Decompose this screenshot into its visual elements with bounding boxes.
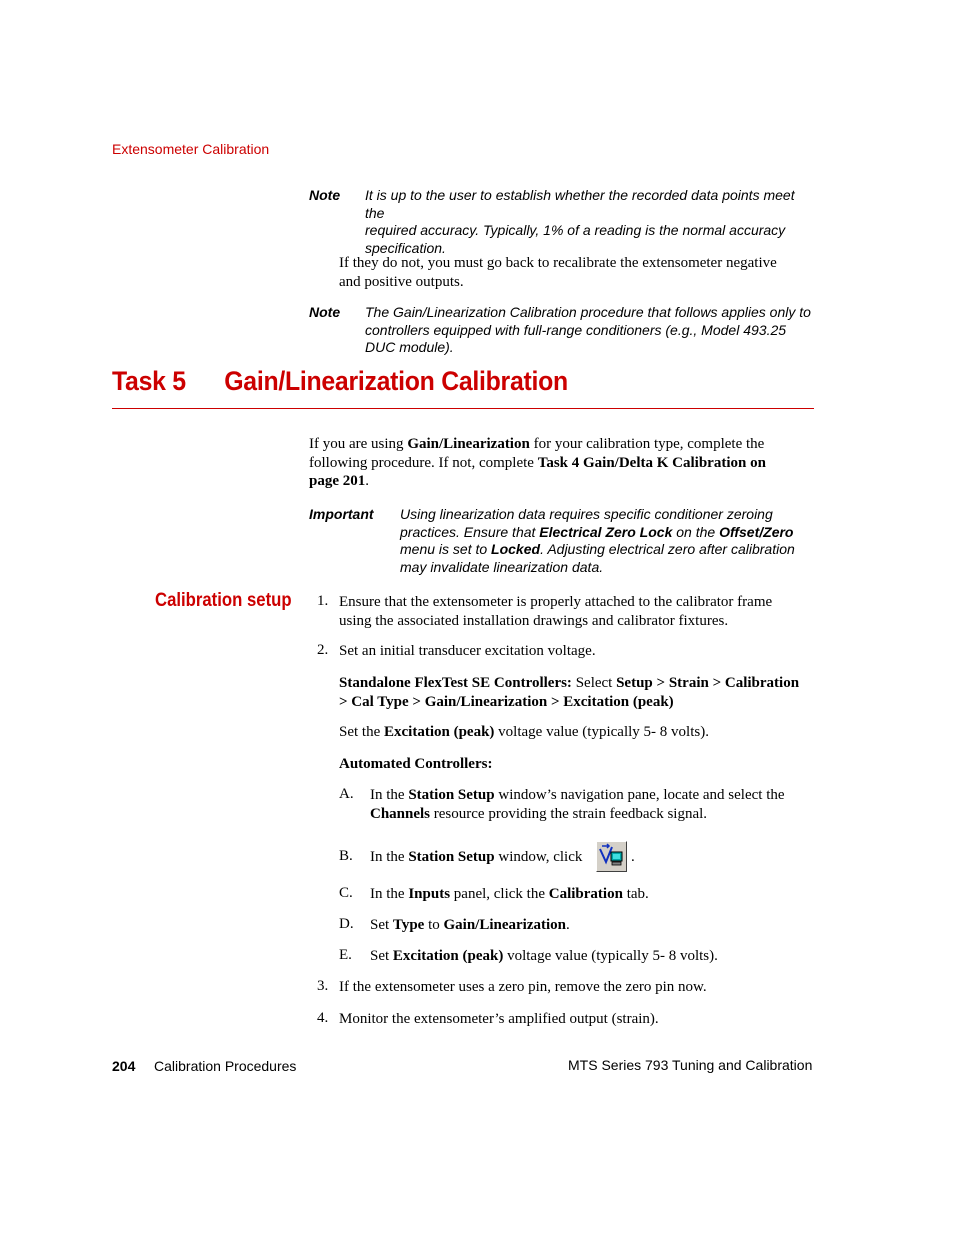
important-text: Using linearization data requires specific conditioner zeroing practices. Ensure that Electrical Zero Lock on the Offset/Zero menu is set to Locked. Adjusting electrical zero after calibration may invalidate linearization data. bbox=[400, 506, 795, 575]
section-header-link[interactable]: Extensometer Calibration bbox=[112, 141, 270, 157]
step-number: 2. bbox=[317, 642, 329, 658]
substep-marker: A. bbox=[339, 786, 354, 802]
step-text: Ensure that the extensometer is properly attached to the calibrator frame using the associated installation drawings and calibrator fixtures. bbox=[339, 594, 773, 629]
substep-text: In the Station Setup window, click bbox=[370, 849, 583, 865]
substep-marker: B. bbox=[339, 848, 353, 864]
footer-chapter: Calibration Procedures bbox=[154, 1058, 297, 1074]
task-heading bbox=[112, 366, 568, 397]
substep-marker: C. bbox=[339, 885, 353, 901]
step-number: 3. bbox=[317, 978, 329, 994]
task-title: Gain/Linearization Calibration bbox=[224, 366, 568, 396]
calibration-check-icon[interactable] bbox=[596, 841, 627, 872]
step-text: Monitor the extensometer’s amplified output (strain). bbox=[339, 1011, 659, 1027]
step-text: Set an initial transducer excitation voltage. bbox=[339, 643, 596, 659]
note-label: Note bbox=[309, 187, 341, 203]
substep-text: In the Station Setup window’s navigation pane, locate and select the Channels resource providing the strain feedback signal. bbox=[370, 787, 785, 822]
note-label: Note bbox=[309, 304, 341, 320]
step-number: 4. bbox=[317, 1010, 329, 1026]
set-excitation-text: Set the Excitation (peak) voltage value (typically 5- 8 volts). bbox=[339, 724, 709, 740]
cross-reference-link[interactable]: page 201 bbox=[309, 473, 366, 489]
substep-marker: E. bbox=[339, 947, 352, 963]
substep-text-end: . bbox=[631, 849, 635, 865]
substep-text: Set Type to Gain/Linearization. bbox=[370, 917, 570, 933]
cross-reference-link[interactable]: Task 4 Gain/Delta K Calibration on bbox=[537, 454, 766, 471]
step-text: If the extensometer uses a zero pin, remove the zero pin now. bbox=[339, 979, 707, 995]
paragraph: If they do not, you must go back to recalibrate the extensometer negative and positive outputs. bbox=[339, 255, 777, 290]
intro-paragraph: If you are using Gain/Linearization for your calibration type, complete the following procedure. If not, complete Task 4 Gain/Delta K Calibration on page 201. bbox=[309, 436, 766, 489]
substep-text: Set Excitation (peak) voltage value (typically 5- 8 volts). bbox=[370, 948, 718, 964]
substep-text: In the Inputs panel, click the Calibration tab. bbox=[370, 886, 649, 902]
standalone-instructions: Standalone FlexTest SE Controllers: Select Setup > Strain > Calibration > Cal Type > Gain/Linearization > Excitation (peak) bbox=[339, 675, 800, 710]
important-label: Important bbox=[309, 506, 374, 522]
note-text: The Gain/Linearization Calibration procedure that follows applies only to controllers equipped with full-range conditioners (e.g., Model 493.25 DUC module). bbox=[365, 304, 811, 355]
note-text: It is up to the user to establish whether the recorded data points meet the required accuracy. Typically, 1% of a reading is the normal accuracy specification. bbox=[365, 187, 795, 256]
calibration-check-icon-graphic bbox=[597, 842, 626, 871]
subheading-calibration-setup: Calibration setup bbox=[155, 590, 292, 611]
step-number: 1. bbox=[317, 593, 329, 609]
automated-controllers-label: Automated Controllers: bbox=[339, 756, 493, 772]
task-number: Task 5 bbox=[112, 366, 186, 396]
footer-book-title: MTS Series 793 Tuning and Calibration bbox=[568, 1057, 813, 1073]
substep-marker: D. bbox=[339, 916, 354, 932]
page-number: 204 bbox=[112, 1058, 136, 1074]
heading-rule bbox=[112, 408, 814, 409]
